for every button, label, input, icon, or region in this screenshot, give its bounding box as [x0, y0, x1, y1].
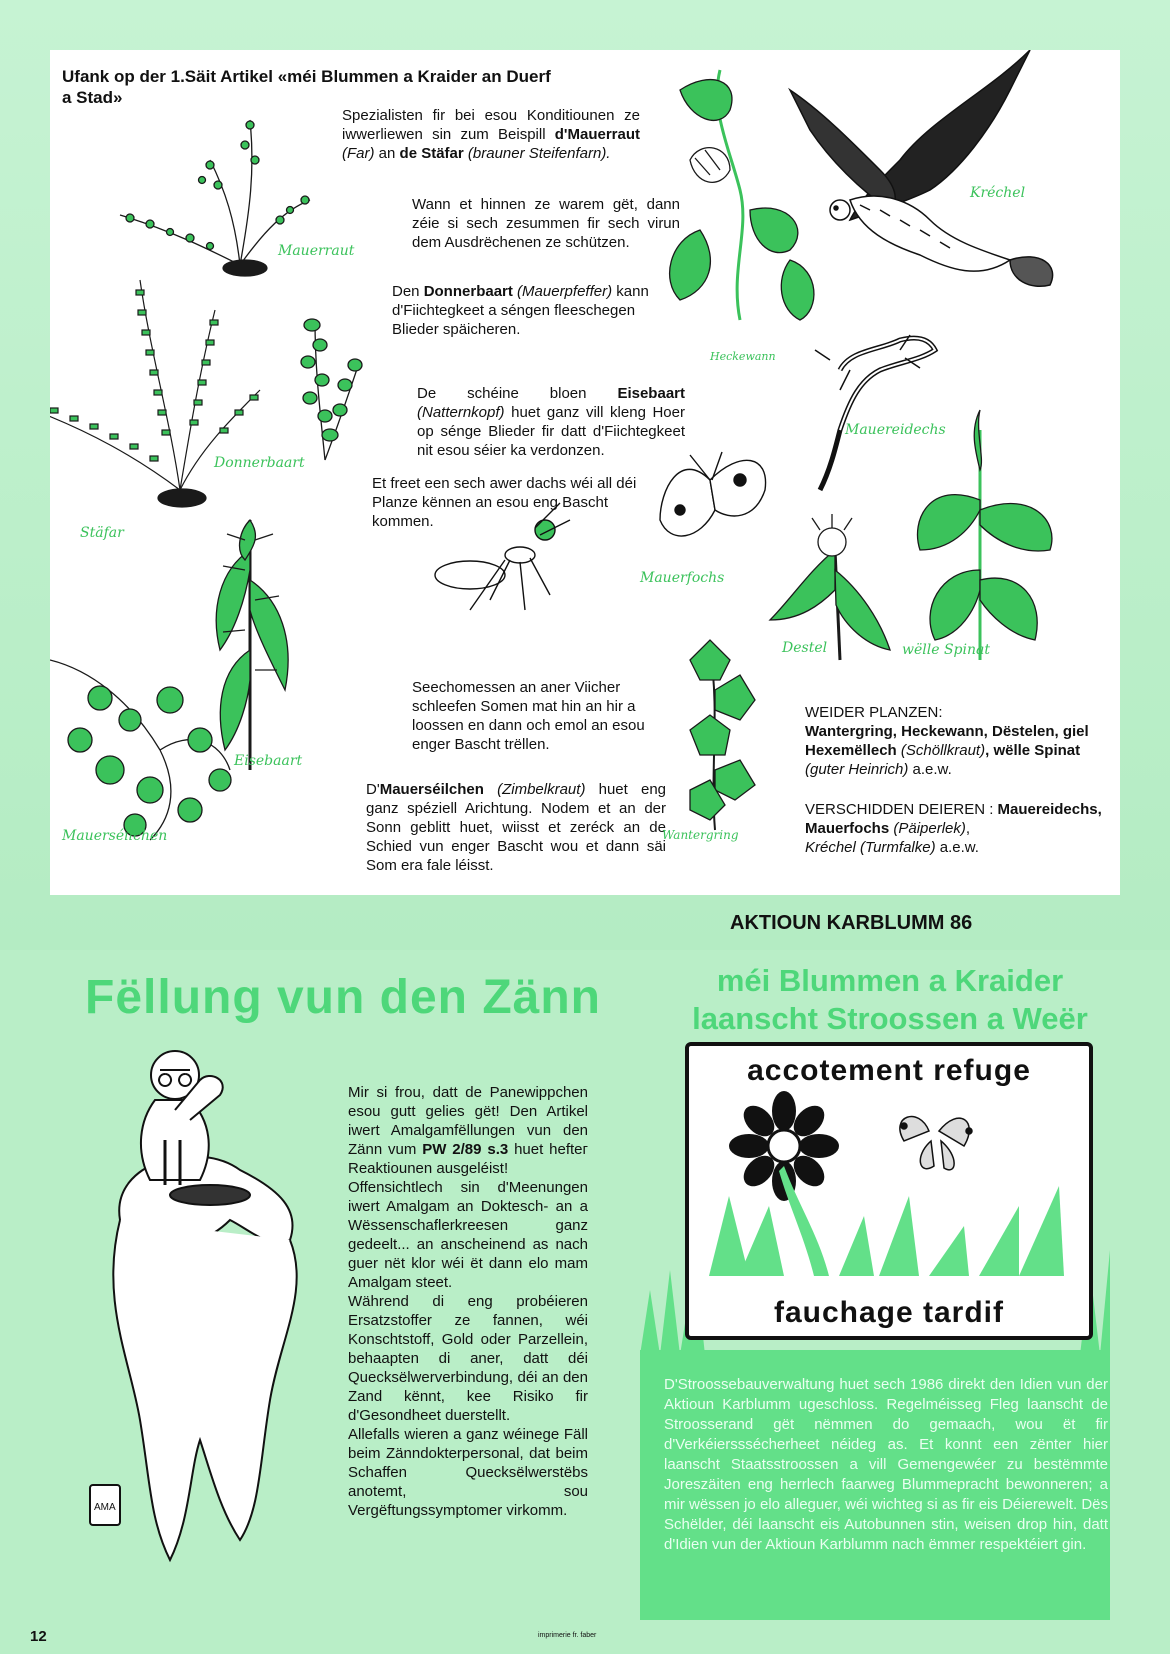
article-amalgam: [348, 1083, 588, 1520]
paragraph-donnerbaart: [392, 282, 674, 339]
label-mauerseilchen: Mauerséilchen: [62, 828, 168, 844]
paragraph-seechomessen: Seechomessen an aner Viicher schleefen Somen mat hin an hir a loossen en dann och emol an esou enger Bascht trëllen.: [412, 679, 645, 753]
dentist-tooth-illustration: [80, 1040, 340, 1580]
illustration-panel: [50, 50, 1120, 895]
text-span: Spezialisten fir bei esou Konditiounen ze iwwerliewen sin zum Beispill: [342, 107, 640, 143]
text-span-italic: (Mauerpfeffer): [517, 283, 613, 300]
accotement-sign: [685, 1042, 1093, 1340]
box-title-line-2: laanscht Stroossen a Weër: [692, 1001, 1088, 1036]
label-heckewann: Heckewann: [710, 350, 776, 363]
verschidden-deieren-block: [805, 800, 1105, 857]
label-krechel: Kréchel: [970, 185, 1026, 201]
eisebaart-plant-icon: [216, 520, 288, 770]
label-donnerbaart: Donnerbaart: [214, 455, 305, 471]
mauerfochs-butterfly-icon: [660, 452, 766, 536]
text-span: Den: [392, 283, 424, 300]
text-span: an: [374, 145, 400, 162]
donnerbaart-plant-icon: [301, 319, 362, 460]
paragraph-eisebaart: [417, 384, 685, 460]
text-span-bold: Donnerbaart: [423, 283, 513, 300]
krechel-bird-icon: [790, 50, 1053, 286]
text-span-bold: Eisebaart: [617, 385, 685, 402]
text-span: ,: [965, 820, 971, 837]
heckewann-plant-icon: [670, 70, 814, 320]
text-span: kann d'Fiichtegkeet a séngen fleeschegen Blieder späicheren.: [392, 283, 649, 338]
text-span-italic: (Schöllkraut): [900, 742, 986, 759]
text-span-bold: Mauerséilchen: [379, 781, 484, 798]
label-wantergring: Wantergring: [662, 828, 739, 842]
text-span-bold: de Stäfar: [399, 145, 464, 162]
page-number: 12: [30, 1628, 47, 1645]
text-span: D': [366, 781, 380, 798]
svg-text:AMA: AMA: [94, 1502, 116, 1513]
mauerseilchen-plant-icon: [50, 660, 231, 840]
text-span: huet ganz vill kleng Hoer op sénge Blieder fir datt d'Fiichtegkeet nit esou séier ka verdonzen.: [417, 404, 685, 459]
text-span-bold: Mauereidechs, Mauerfochs: [805, 801, 1102, 837]
stafar-plant-icon: [50, 280, 260, 507]
article-headline: Fëllung vun den Zänn: [85, 971, 601, 1024]
text-span: huet heftег Reaktiounen ausgeléist!: [348, 1141, 588, 1177]
text-span: Mir si frou, datt de Panewippchen esou gutt gelies gët! Den Artikel iwert Amalgamfëllungen vun den Zänn vum: [348, 1084, 588, 1158]
label-mauereidechs: Mauereidechs: [845, 422, 946, 438]
text-span-bold: PW 2/89 s.3: [422, 1141, 509, 1158]
label-mauerraut: Mauerraut: [278, 243, 355, 259]
printer-credit: imprimerie fr. faber: [538, 1632, 597, 1639]
label-eisebaart: Eisebaart: [234, 753, 303, 769]
text-span-italic: (brauner Steifenfarn).: [467, 145, 611, 162]
text-span: a.e.w.: [935, 839, 979, 856]
label-destel: Destel: [782, 640, 828, 656]
article-para-4: Allefalls wieren a ganz wéinege Fäll beim Zänndokterpersonal, dat beim Schaffen Quecksëlwerstëbs anotemt, sou Vergëftungssymptomer virkomm.: [348, 1426, 588, 1519]
verschidden-heading: VERSCHIDDEN DEIEREN :: [805, 801, 998, 818]
wantergring-plant-icon: [690, 640, 755, 830]
paragraph-mauerraut: [342, 106, 640, 163]
karblumm-box-paragraph: D'Stroossebauverwaltung huet sech 1986 direkt den Idien vun der Aktioun Karblumm ugeschloss. Regelméisseg Fleg laanscht de Stroosserand gët nëmmen do gemaach, wou ët fir d'Verkéiersssécherheet néideg as. Et konnt een zënter hier laanscht Staatsstroossen a vill Gemengewéer zu bestëmmte Joreszäiten eng herrlech faarweg Blummepracht bewonneren; a mir wëssen jo elo alleguer, wéi wichteg si as fir eis Déierewelt. Dës Schëlder, déi laanscht eis Autobunnen stin, weisen drop hin, datt d'Idien vun der Aktioun Karblumm nach ëmmer respektéiert gin.: [664, 1376, 1108, 1553]
text-span-italic: (Natternkopf): [417, 404, 505, 421]
text-span-bold: , wëlle Spinat: [985, 742, 1081, 759]
label-stafar: Stäfar: [80, 525, 124, 541]
sign-bottom-text: fauchage tardif: [773, 1296, 1005, 1329]
box-title: [640, 962, 1140, 1038]
aktioun-heading: AKTIOUN KARBLUMM 86: [730, 912, 973, 934]
text-span: huet eng ganz spéziell Arichtung. Nodem et an der Sonn geblitt huet, wiisst et zeréck an de Schied vun enger Bascht wou et dann säi Som era fale léisst.: [366, 781, 666, 874]
label-mauerfochs: Mauerfochs: [640, 570, 725, 586]
box-title-line-1: méi Blummen a Kraider: [716, 963, 1064, 998]
text-span-italic: Kréchel: [805, 839, 856, 856]
text-span-italic: (guter Heinrich): [805, 761, 909, 778]
panel-header-title: Ufank op der 1.Säit Artikel «méi Blummen a Kraider an Duerf a Stad»: [62, 67, 551, 107]
text-span-italic: (Far): [342, 145, 375, 162]
weider-heading: WEIDER PLANZEN:: [805, 704, 943, 721]
paragraph-ausdrechenen: Wann et hinnen ze warem gët, dann zéie si sech zesummen fir sech virun dem Ausdrëchenen ze schützen.: [412, 196, 680, 251]
text-span-italic: (Päiperlek): [893, 820, 966, 837]
text-span-bold: d'Mauerraut: [554, 126, 640, 143]
text-span-bold: Wantergring, Heckewann, Dëstelen, giel Hexemëllech: [805, 723, 1089, 759]
text-span: De schéine bloen: [417, 385, 618, 402]
weider-planzen-block: [805, 703, 1105, 779]
article-para-2: Offensichtlech sin d'Meenungen iwert Amalgam an Doktesch- an a Wëssenschaflerkreesen ganz gedeelt... an anscheinend as nach guer nët klor wéi ët dann elo mam Amalgam steet.: [348, 1179, 588, 1291]
label-welle-spinat: wëlle Spinat: [902, 642, 990, 658]
text-span: a.e.w.: [908, 761, 952, 778]
welle-spinat-plant-icon: [918, 410, 1052, 660]
sign-flower-butterfly-icon: [689, 1086, 1089, 1276]
sign-top-text: accotement refuge: [747, 1054, 1031, 1087]
paragraph-bascht: Et freet een sech awer dachs wéi all déi Planze kënnen an esou eng Bascht kommen.: [372, 475, 637, 530]
mauereidechs-lizard-icon: [815, 335, 935, 490]
text-span-italic: (Zimbelkraut): [497, 781, 586, 798]
paragraph-mauerseilchen: [366, 780, 666, 875]
destel-plant-icon: [770, 514, 890, 660]
article-para-3: Während di eng probéieren Ersatzstoffer ze fannen, wéi Konschtstoff, Gold oder Parzellein, behaapten di aner, datt déi Quecksëlwerverbindung, déi an den Zand kënnt, kee Risiko fir d'Gesondheet duerstellt.: [348, 1293, 588, 1424]
article-para-1: [348, 1083, 588, 1178]
text-span-italic: (Turmfalke): [860, 839, 936, 856]
